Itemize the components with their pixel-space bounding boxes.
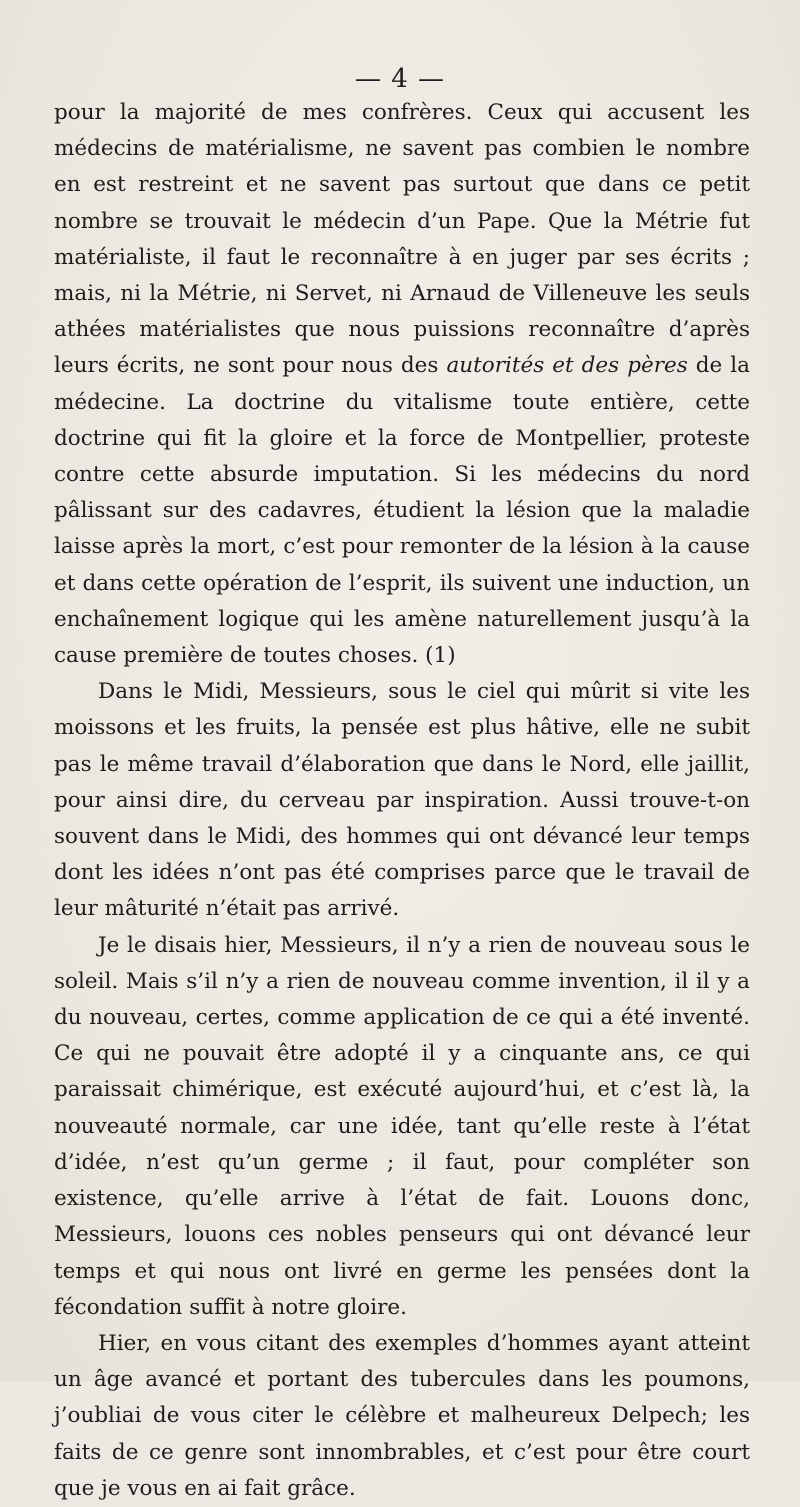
page-number: — 4 —	[354, 64, 446, 94]
text-run: Hier, en vous citant des exemples d’hommes ayant atteint un âge avancé et portant des tubercules dans les poumons, j’oubliai de vous citer le célèbre et malheureux Delpech; les faits de ce genre sont innombrables, et c’est pour être court que je vous en ai fait grâce.	[54, 1330, 750, 1501]
paragraph-nouveaute	[54, 928, 750, 1326]
paragraph-midi	[54, 674, 750, 927]
paragraph-continuation	[54, 95, 750, 674]
italic-text-run: autorités et des pères	[446, 353, 688, 379]
body-text	[54, 95, 750, 1507]
text-run: Je le disais hier, Messieurs, il n’y a rien de nouveau sous le soleil. Mais s’il n’y a rien de nouveau comme invention, il il y a du nouveau, certes, comme application de ce qui a été inventé. Ce qui ne pouvait être adopté il y a cinquante ans, ce qui paraissait chimérique, est exécuté aujourd’hui, et c’est là, la nouveauté normale, car une idée, tant qu’elle reste à l’état d’idée, n’est qu’un germe ; il faut, pour compléter son existence, qu’elle arrive à l’état de fait. Louons donc, Messieurs, louons ces nobles penseurs qui ont dévancé leur temps et qui nous ont livré en germe les pensées dont la fécondation suffit à notre gloire.	[54, 932, 750, 1320]
text-run: Dans le Midi, Messieurs, sous le ciel qui mûrit si vite les moissons et les fruits, la pensée est plus hâtive, elle ne subit pas le même travail d’élaboration que dans le Nord, elle jaillit, pour ainsi dire, du cerveau par inspiration. Aussi trouve-t-on souvent dans le Midi, des hommes qui ont dévancé leur temps dont les idées n’ont pas été comprises parce que le travail de leur mâturité n’était pas arrivé.	[54, 679, 750, 922]
text-run: de la médecine. La doctrine du vitalisme toute entière, cette doctrine qui fit la gloire et la force de Montpellier, proteste contre cette absurde imputation. Si les médecins du nord pâlissant sur des cadavres, étudient la lésion que la maladie laisse après la mort, c’est pour remonter de la lésion à la cause et dans cette opération de l’esprit, ils suivent une induction, un enchaînement logique qui les amène naturellement jusqu’à la cause première de toutes choses. (1)	[54, 353, 750, 669]
paragraph-delpech	[54, 1326, 750, 1507]
text-run: pour la majorité de mes confrères. Ceux qui accusent les médecins de matérialisme, ne savent pas combien le nombre en est restreint et ne savent pas surtout que dans ce petit nombre se trouvait le médecin d’un Pape. Que la Métrie fut matérialiste, il faut le reconnaître à en juger par ses écrits ; mais, ni la Métrie, ni Servet, ni Arnaud de Villeneuve les seuls athées matérialistes que nous puissions reconnaître d’après leurs écrits, ne sont pour nous des	[54, 100, 750, 379]
